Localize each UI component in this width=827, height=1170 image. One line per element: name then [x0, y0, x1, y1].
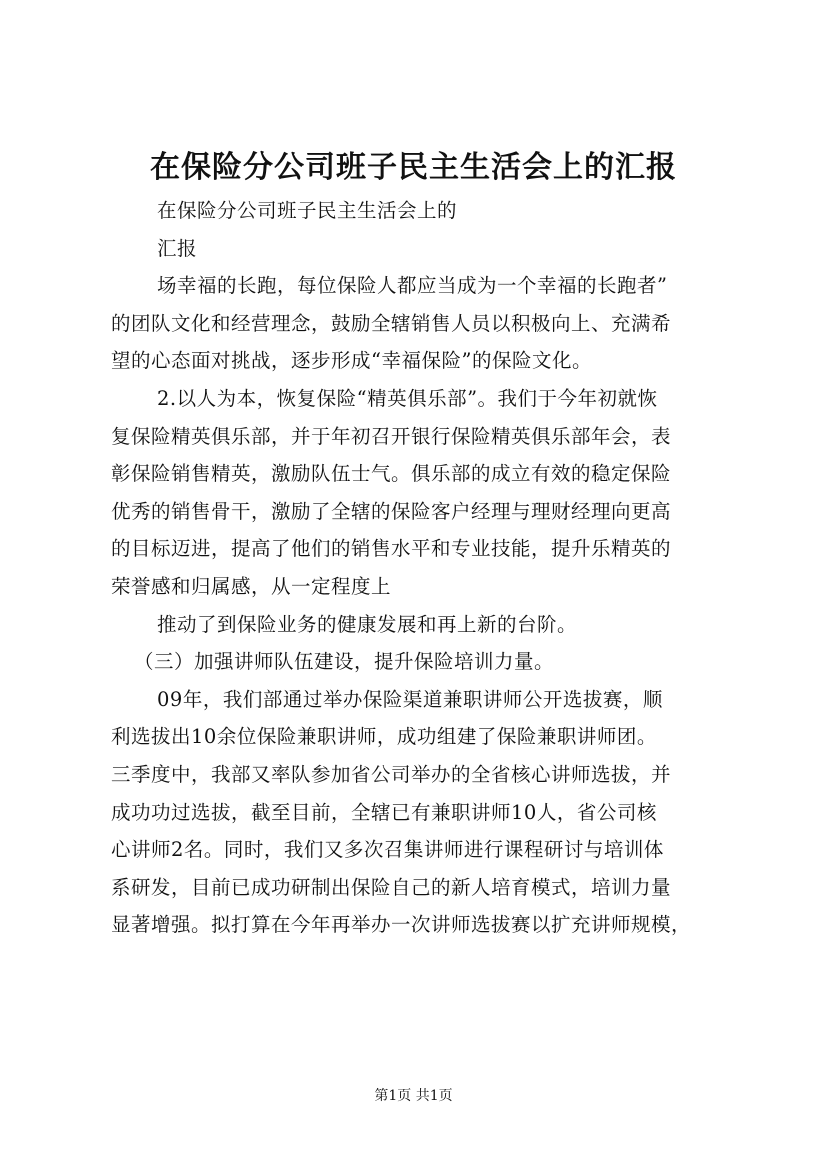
paragraph-line: 利选拔出10余位保险兼职讲师，成功组建了保险兼职讲师团。: [111, 725, 657, 749]
paragraph-line: 场幸福的长跑，每位保险人都应当成为一个幸福的长跑者”: [157, 274, 668, 298]
paragraph-line: 2.以人为本，恢复保险“精英俱乐部”。我们于今年初就恢: [157, 387, 658, 410]
paragraph-line: 的团队文化和经营理念，鼓励全辖销售人员以积极向上、充满希: [111, 311, 672, 335]
paragraph-line: 优秀的销售骨干，激励了全辖的保险客户经理与理财经理向更高: [111, 499, 672, 523]
paragraph-line: 成功功过选拔，截至目前，全辖已有兼职讲师10人，省公司核: [111, 800, 657, 824]
paragraph-line: 心讲师2名。同时，我们又多次召集讲师进行课程研讨与培训体: [111, 838, 664, 862]
paragraph-line: （三）加强讲师队伍建设，提升保险培训力量。: [134, 650, 555, 674]
paragraph-line: 系研发，目前已成功研制出保险自己的新人培育模式，培训力量: [111, 875, 672, 899]
page-footer: 第1页 共1页: [374, 1088, 453, 1104]
paragraph-line: 推动了到保险业务的健康发展和再上新的台阶。: [157, 612, 578, 636]
paragraph-line: 三季度中，我部又率队参加省公司举办的全省核心讲师选拔，并: [111, 763, 672, 786]
paragraph-line: 荣誉感和归属感，从一定程度上: [111, 575, 392, 598]
paragraph-line: 在保险分公司班子民主生活会上的: [157, 199, 458, 222]
paragraph-line: 的目标迈进，提高了他们的销售水平和专业技能，提升乐精英的: [111, 537, 672, 561]
paragraph-line: 汇报: [157, 236, 198, 260]
document-title: 在保险分公司班子民主生活会上的汇报: [150, 150, 677, 185]
paragraph-line: 望的心态面对挑战，逐步形成“幸福保险”的保险文化。: [111, 349, 592, 373]
paragraph-line: 09年，我们部通过举办保险渠道兼职讲师公开选拔赛，顺: [157, 687, 663, 711]
paragraph-line: 彰保险销售精英，激励队伍士气。俱乐部的成立有效的稳定保险: [111, 462, 672, 486]
paragraph-line: 复保险精英俱乐部，并于年初召开银行保险精英俱乐部年会，表: [111, 424, 672, 448]
paragraph-line: 显著增强。拟打算在今年再举办一次讲师选拔赛以扩充讲师规模，: [111, 913, 692, 937]
